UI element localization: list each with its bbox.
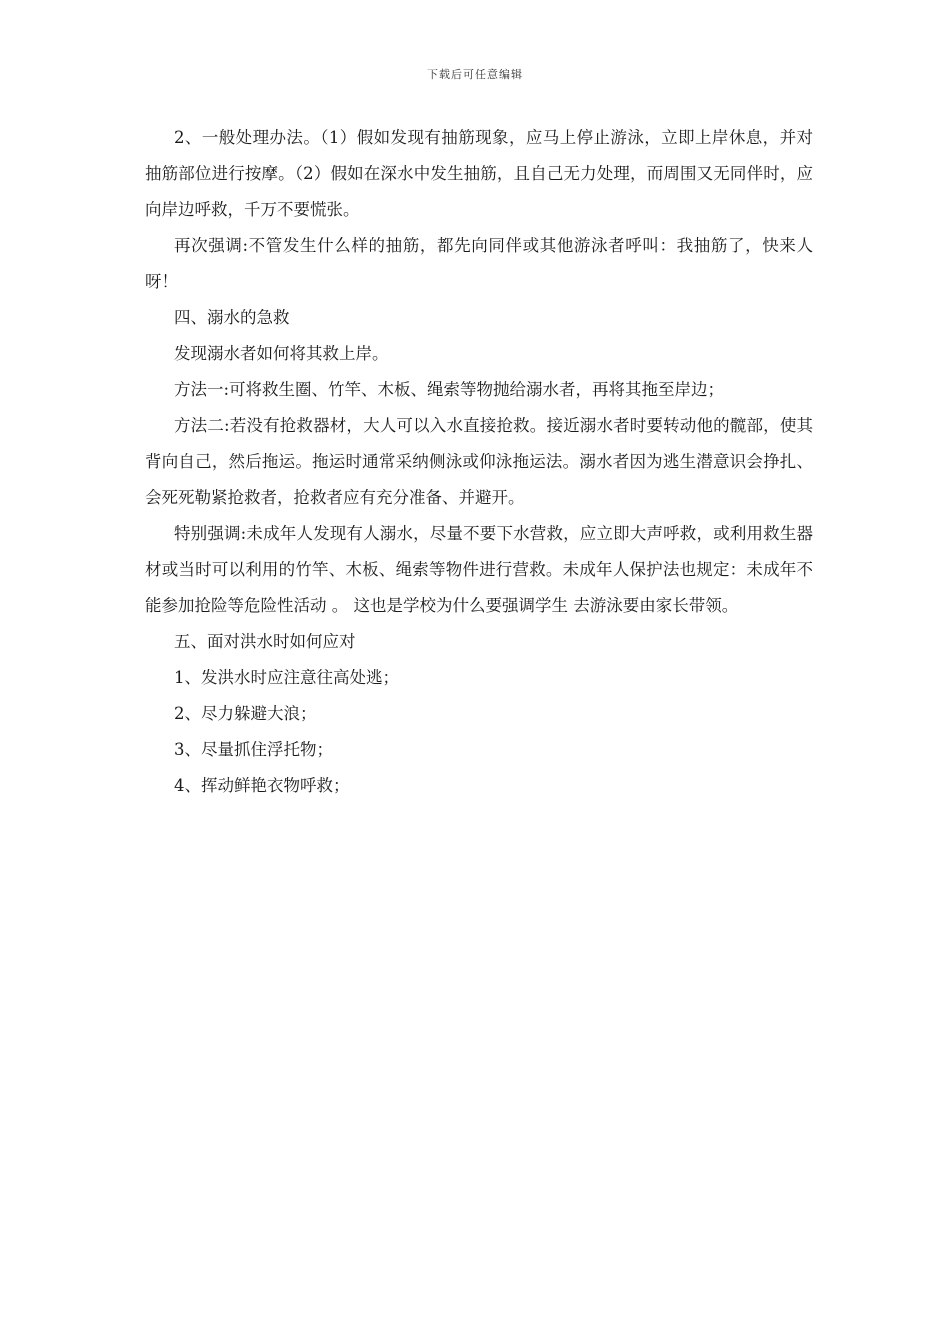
- paragraph-cramp-handling: 2、一般处理办法。（1）假如发现有抽筋现象，应马上停止游泳，立即上岸休息，并对抽筋部位进行按摩。（2）假如在深水中发生抽筋，且自己无力处理，而周围又无同伴时，应向岸边呼救，千万不要慌张。: [145, 128, 813, 219]
- list-item-flood-1: 1、发洪水时应注意往高处逃；: [174, 668, 399, 687]
- paragraph-cramp-emphasis: 再次强调:不管发生什么样的抽筋，都先向同伴或其他游泳者呼叫：我抽筋了，快来人呀！: [145, 236, 813, 291]
- section-heading-drowning-rescue: 四、溺水的急救: [174, 308, 290, 327]
- paragraph-method-one: 方法一:可将救生圈、竹竿、木板、绳索等物抛给溺水者，再将其拖至岸边；: [174, 380, 725, 399]
- document-body: [145, 120, 813, 804]
- paragraph-special-emphasis: 特别强调:未成年人发现有人溺水，尽量不要下水营救，应立即大声呼救，或利用救生器材或当时可以利用的竹竿、木板、绳索等物件进行营救。未成年人保护法也规定：未成年不能参加抢险等危险性活动 。 这也是学校为什么要强调学生 去游泳要由家长带领。: [145, 524, 813, 615]
- list-item-flood-3: 3、尽量抓住浮托物；: [174, 740, 333, 759]
- paragraph-method-two: 方法二:若没有抢救器材，大人可以入水直接抢救。接近溺水者时要转动他的髋部，使其背向自己，然后拖运。拖运时通常采纳侧泳或仰泳拖运法。溺水者因为逃生潜意识会挣扎、会死死勒紧抢救者，抢救者应有充分准备、并避开。: [145, 416, 813, 507]
- section-heading-flood: 五、面对洪水时如何应对: [174, 632, 356, 651]
- paragraph-rescue-intro: 发现溺水者如何将其救上岸。: [174, 344, 389, 363]
- list-item-flood-2: 2、尽力躲避大浪；: [174, 704, 317, 723]
- page-header-note: 下载后可任意编辑: [427, 68, 523, 81]
- list-item-flood-4: 4、挥动鲜艳衣物呼救；: [174, 776, 350, 795]
